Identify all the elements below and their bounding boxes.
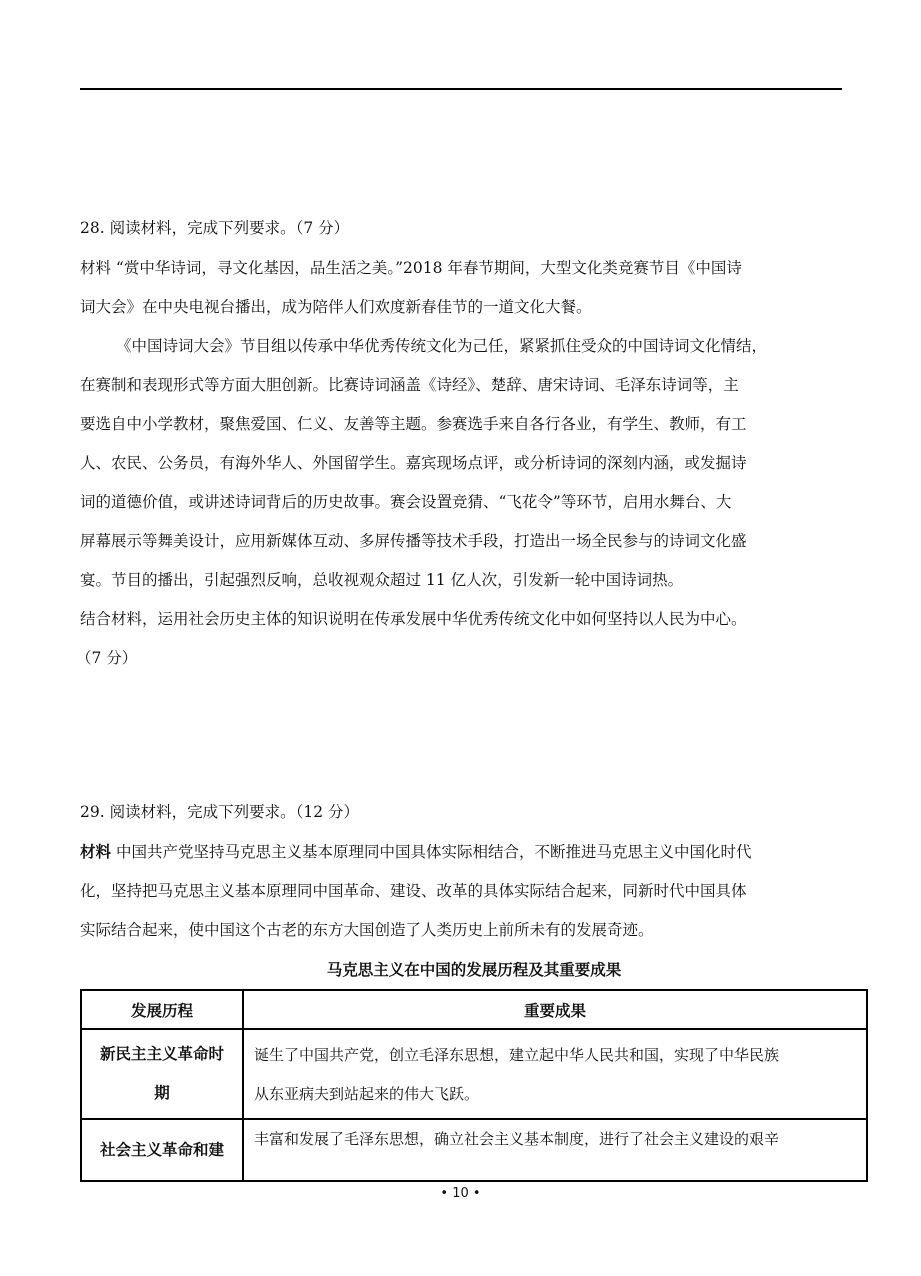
- table-header-row: [81, 990, 867, 1029]
- header-rule: [80, 88, 842, 90]
- stage-line: 新民主主义革命时: [99, 1045, 224, 1063]
- results-table: [80, 989, 868, 1182]
- q29-material-line: 化，坚持把马克思主义基本原理同中国革命、建设、改革的具体实际结合起来，同新时代中国具体: [80, 882, 747, 900]
- table-cell-stage: [81, 1119, 243, 1181]
- table-caption: 马克思主义在中国的发展历程及其重要成果: [326, 961, 622, 979]
- table-row: [81, 1119, 867, 1181]
- q29-material-line: [80, 842, 751, 862]
- q28-material-line: 屏幕展示等舞美设计，应用新媒体互动、多屏传播等技术手段，打造出一场全民参与的诗词文化盛: [80, 532, 747, 550]
- q28-material-line: 词的道德价值，或讲述诗词背后的历史故事。赛会设置竞猜、“飞花令”等环节，启用水舞台、大: [80, 493, 732, 511]
- table-cell-result: [243, 1119, 867, 1181]
- q28-question: 结合材料，运用社会历史主体的知识说明在传承发展中华优秀传统文化中如何坚持以人民为中心。: [80, 610, 747, 628]
- q28-material-line: 要选自中小学教材，聚焦爱国、仁义、友善等主题。参赛选手来自各行各业，有学生、教师，有工: [80, 415, 747, 433]
- q29-heading: 29. 阅读材料，完成下列要求。（12 分）: [80, 803, 359, 821]
- q28-material-line: 在赛制和表现形式等方面大胆创新。比赛诗词涵盖《诗经》、楚辞、唐宋诗词、毛泽东诗词等，主: [80, 376, 739, 394]
- table-cell-result: [243, 1029, 867, 1119]
- q28-material-line: 词大会》在中央电视台播出，成为陪伴人们欢度新春佳节的一道文化大餐。: [80, 298, 592, 316]
- q29-material-line: 实际结合起来，使中国这个古老的东方大国创造了人类历史上前所未有的发展奇迹。: [80, 921, 654, 939]
- q28-material-line: 宴。节目的播出，引起强烈反响，总收视观众超过 11 亿人次，引发新一轮中国诗词热。: [80, 571, 684, 589]
- stage-line: 社会主义革命和建: [99, 1140, 224, 1159]
- table-row: [81, 1029, 867, 1119]
- table-header-stage: 发展历程: [81, 990, 243, 1029]
- result-line: 从东亚病夫到站起来的伟大飞跃。: [254, 1085, 480, 1103]
- q28-heading: 28. 阅读材料，完成下列要求。（7 分）: [80, 219, 350, 237]
- q28-score: （7 分）: [76, 649, 138, 667]
- q28-material-line: 《中国诗词大会》节目组以传承中华优秀传统文化为己任，紧紧抓住受众的中国诗词文化情结，: [116, 337, 768, 355]
- result-line: 诞生了中国共产党，创立毛泽东思想，建立起中华人民共和国，实现了中华民族: [254, 1046, 780, 1064]
- q28-material-line: 材料 “赏中华诗词，寻文化基因，品生活之美。”2018 年春节期间，大型文化类竞赛节目《中国诗: [80, 259, 742, 277]
- page-number: • 10 •: [440, 1186, 481, 1201]
- result-line: 丰富和发展了毛泽东思想，确立社会主义基本制度，进行了社会主义建设的艰辛: [254, 1130, 780, 1148]
- q28-material-line: 人、农民、公务员，有海外华人、外国留学生。嘉宾现场点评，或分析诗词的深刻内涵，或发掘诗: [80, 454, 747, 472]
- table-cell-stage: [81, 1029, 243, 1119]
- q29-material-text: 中国共产党坚持马克思主义基本原理同中国具体实际相结合，不断推进马克思主义中国化时代: [111, 843, 752, 861]
- q29-material-label: 材料: [80, 842, 112, 861]
- table-header-result: 重要成果: [243, 990, 867, 1029]
- stage-line: 期: [154, 1084, 170, 1102]
